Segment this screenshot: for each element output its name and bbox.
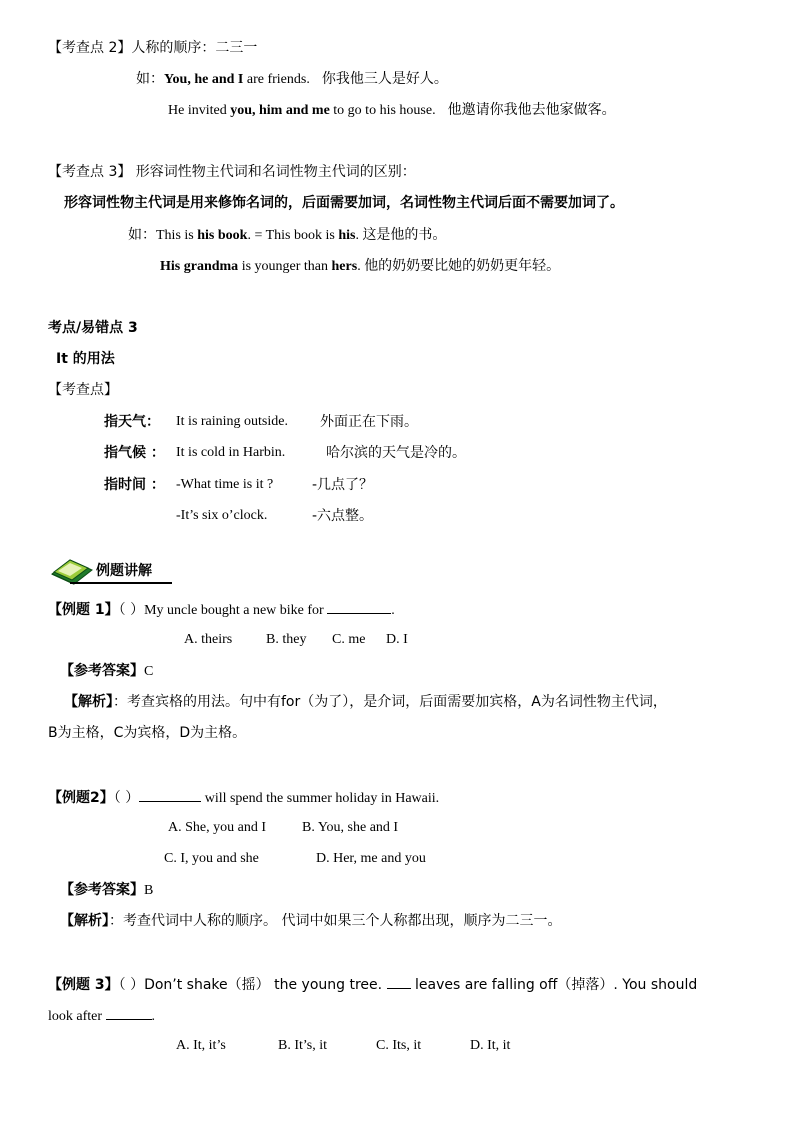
example-prefix: 如： <box>128 227 156 243</box>
q3-stem-line-1 <box>48 974 697 996</box>
q3-stem-line-2 <box>48 1005 155 1027</box>
q1-label: 【例题 1】 <box>48 602 119 618</box>
example-text: . <box>357 259 365 274</box>
usage-weather-key: 指天气： <box>104 414 160 430</box>
answer-blank <box>387 974 411 989</box>
q1-stem-end: . <box>391 603 395 618</box>
example-bold: his <box>338 228 356 243</box>
usage-time-answer: -It’s six o’clock. <box>176 508 268 523</box>
usage-time-question: -What time is it ? <box>176 477 274 492</box>
q3-stem-text: Don’t shake（摇） the young tree. <box>144 977 387 993</box>
example-text: to go to his house. <box>329 103 436 118</box>
example-bold: hers <box>331 259 358 274</box>
q1-stem-text: My uncle bought a new bike for <box>144 603 328 618</box>
q3-label: 【例题 3】 <box>48 977 119 993</box>
q3-option-a: A. It, it’s <box>176 1038 226 1053</box>
q1-option-d: D. I <box>386 632 408 647</box>
kaochadian3-heading <box>48 162 416 183</box>
usage-weather-translation: 外面正在下雨。 <box>320 414 418 430</box>
usage-time-answer-translation: -六点整。 <box>312 508 374 524</box>
q2-explanation <box>60 911 561 932</box>
answer-blank <box>327 599 391 614</box>
q3-option-d: D. It, it <box>470 1038 511 1053</box>
banner-rule <box>70 582 172 584</box>
q3-option-b: B. It’s, it <box>278 1038 328 1053</box>
kaochadian3-title: 形容词性物主代词和名词性物主代词的区别： <box>131 164 416 180</box>
answer-label: 【参考答案】 <box>60 663 144 679</box>
kaochadian2-label: 【考查点 2】 <box>48 40 132 56</box>
example-text: . = This book is <box>247 228 339 243</box>
answer-parentheses: （ ） <box>118 977 145 993</box>
example-translation: 他的奶奶要比她的奶奶更年轻。 <box>364 258 561 274</box>
explanation-label: 【解析】 <box>60 913 109 929</box>
q2-option-b: B. You, she and I <box>302 820 399 835</box>
kaochadian2-title: 人称的顺序：二三一 <box>131 40 258 56</box>
usage-time-key: 指时间 ： <box>104 477 165 493</box>
q1-explanation-line-1 <box>64 692 667 713</box>
example-text: He invited <box>168 103 231 118</box>
q2-stem-text: will spend the summer holiday in Hawaii. <box>201 791 440 806</box>
answer-value: C <box>144 664 154 679</box>
q3-stem-text: leaves are falling off（掉落）. You should <box>410 977 698 993</box>
explanation-text: ：考查宾格的用法。句中有for（为了），是介词，后面需要加宾格，A为名词性物主代词， <box>113 694 667 710</box>
q1-answer <box>60 661 153 682</box>
example-prefix: 如： <box>136 71 164 87</box>
section3-heading: 考点/易错点 3 <box>48 320 138 336</box>
example-text: This is <box>156 228 198 243</box>
answer-blank <box>139 787 201 802</box>
answer-value: B <box>144 883 154 898</box>
usage-time-question-translation: -几点了？ <box>312 477 374 493</box>
kaochadian3-label: 【考查点 3】 <box>48 164 132 180</box>
example-translation: 你我他三人是好人。 <box>321 71 448 87</box>
q3-stem-end: . <box>151 1009 156 1024</box>
q1-option-b: B. they <box>266 632 307 647</box>
usage-climate-key: 指气候 ： <box>104 445 165 461</box>
usage-weather-example: It is raining outside. <box>176 414 288 429</box>
example-text: is younger than <box>238 259 332 274</box>
section3-label: 【考查点】 <box>48 382 118 398</box>
answer-parentheses: （ ） <box>113 790 140 806</box>
q2-option-d: D. Her, me and you <box>316 851 426 866</box>
q2-option-c: C. I, you and she <box>164 851 259 866</box>
banner-title: 例题讲解 <box>96 563 152 579</box>
answer-label: 【参考答案】 <box>60 882 144 898</box>
explanation-text: ：考查代词中人称的顺序。 代词中如果三个人称都出现，顺序为二三一。 <box>109 913 562 929</box>
kaochadian2-heading <box>48 38 257 59</box>
kaochadian2-example-2 <box>168 100 616 121</box>
answer-blank <box>106 1005 152 1020</box>
usage-climate-translation: 哈尔滨的天气是冷的。 <box>326 445 466 461</box>
q2-answer <box>60 880 153 901</box>
example-translation: 这是他的书。 <box>362 227 447 243</box>
kaochadian3-example-2 <box>160 256 560 277</box>
q3-stem-text: look after <box>48 1009 106 1024</box>
usage-climate-example: It is cold in Harbin. <box>176 445 286 460</box>
example-bold: you, him and me <box>230 103 330 118</box>
example-text: are friends. <box>243 72 310 87</box>
section3-subheading: It 的用法 <box>56 351 115 367</box>
explanation-label: 【解析】 <box>64 694 113 710</box>
q1-explanation-line-2: B为主格，C为宾格，D为主格。 <box>48 725 247 741</box>
example-translation: 他邀请你我他去他家做客。 <box>447 102 616 118</box>
q2-label: 【例题2】 <box>48 790 114 806</box>
kaochadian2-example-1 <box>136 69 448 90</box>
q2-stem <box>48 787 439 809</box>
q3-option-c: C. Its, it <box>376 1038 422 1053</box>
q1-option-c: C. me <box>332 632 366 647</box>
q1-stem <box>48 599 395 621</box>
answer-parentheses: （ ） <box>118 602 145 618</box>
kaochadian3-example-1 <box>128 225 446 246</box>
q1-option-a: A. theirs <box>184 632 233 647</box>
q2-option-a: A. She, you and I <box>168 820 266 835</box>
example-bold: You, he and I <box>164 72 244 87</box>
example-text: . <box>355 228 363 243</box>
kaochadian3-rule: 形容词性物主代词是用来修饰名词的，后面需要加词，名词性物主代词后面不需要加词了。 <box>64 195 624 211</box>
example-bold: his book <box>197 228 248 243</box>
example-bold: His grandma <box>160 259 239 274</box>
